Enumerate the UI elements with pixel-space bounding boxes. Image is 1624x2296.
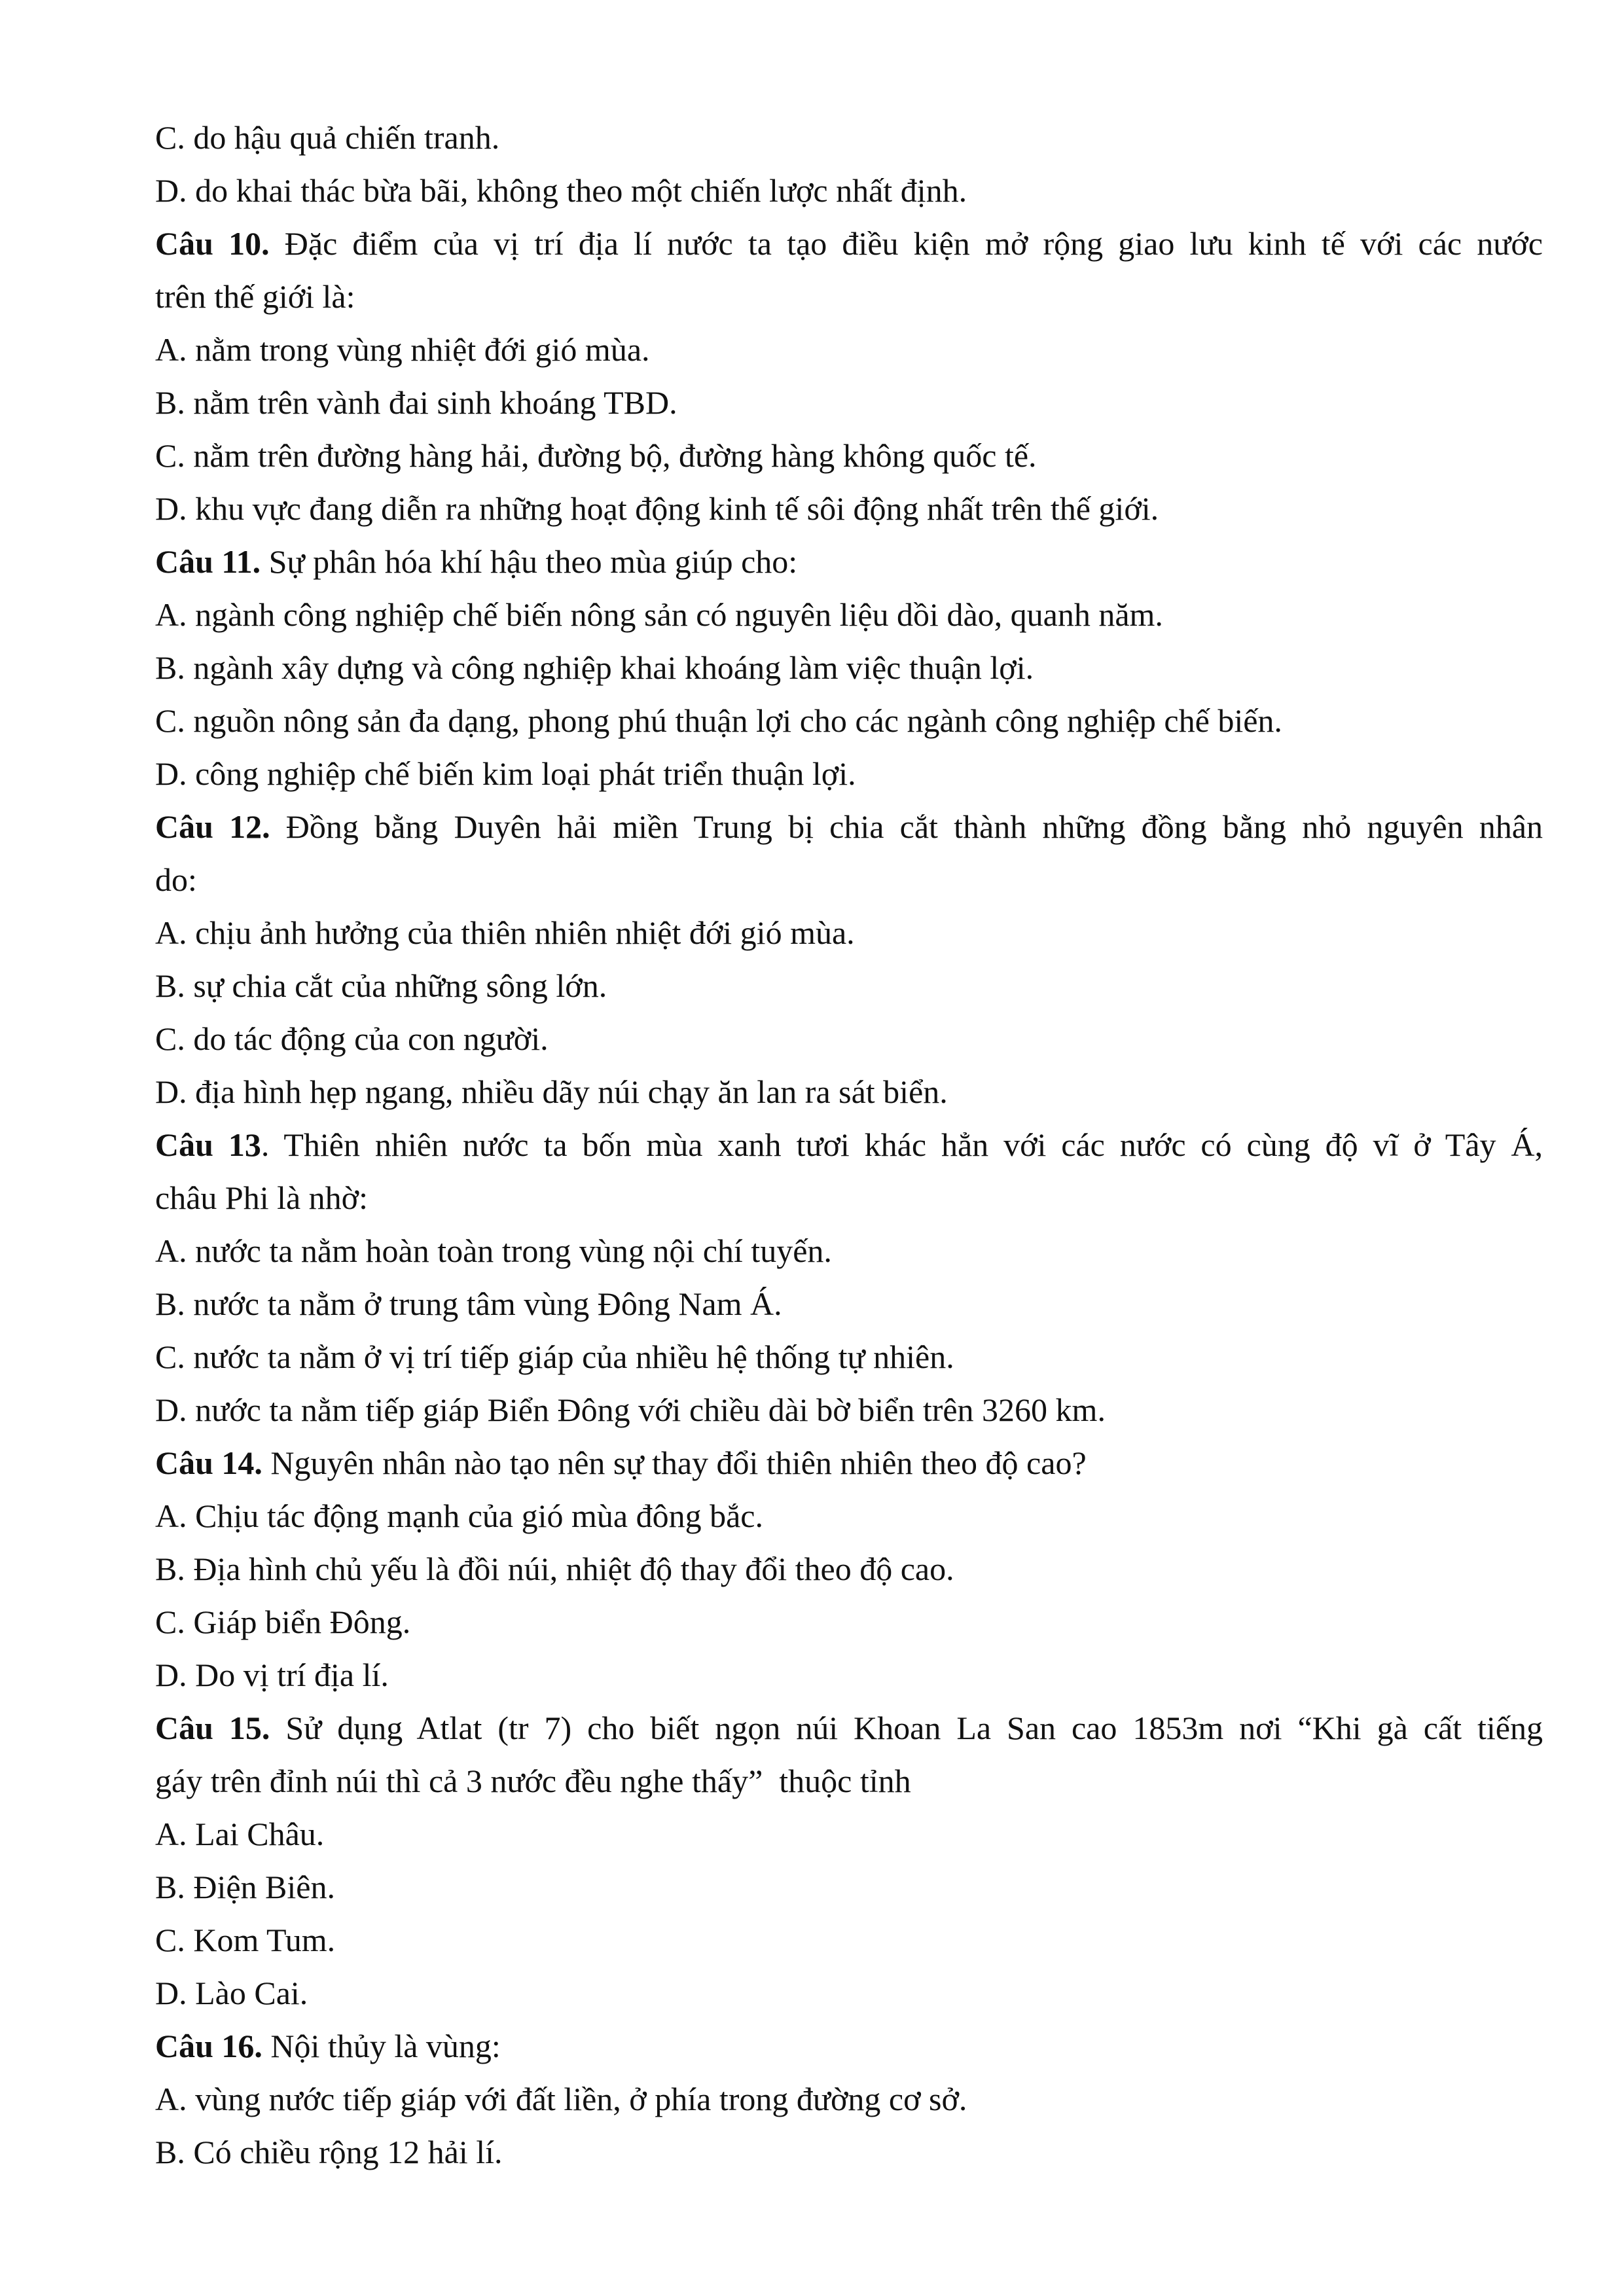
q12-stem-line2: do: xyxy=(155,861,197,898)
q12-label: Câu 12. xyxy=(155,808,270,845)
q12-option-b: B. sự chia cắt của những sông lớn. xyxy=(155,967,607,1004)
q15-option-d: D. Lào Cai. xyxy=(155,1975,308,2011)
q10-stem-line2: trên thế giới là: xyxy=(155,278,355,315)
q11-option-d: D. công nghiệp chế biến kim loại phát triển thuận lợi. xyxy=(155,755,856,792)
q16-stem-text: Nội thủy là vùng: xyxy=(262,2028,501,2064)
q13-label: Câu 13 xyxy=(155,1126,261,1163)
q16-stem-line1 xyxy=(155,2020,1543,2073)
q15-stem-text: Sử dụng Atlat (tr 7) cho biết ngọn núi Khoan La San cao 1853m nơi “Khi gà cất tiếng xyxy=(270,1710,1543,1746)
q15-stem-line1 xyxy=(155,1702,1543,1755)
q14-option-d: D. Do vị trí địa lí. xyxy=(155,1657,389,1693)
q10-option-a: A. nằm trong vùng nhiệt đới gió mùa. xyxy=(155,331,650,368)
q15-option-a: A. Lai Châu. xyxy=(155,1816,325,1852)
q16-option-b: B. Có chiều rộng 12 hải lí. xyxy=(155,2134,503,2170)
q14-option-c: C. Giáp biển Đông. xyxy=(155,1604,411,1640)
q14-label: Câu 14. xyxy=(155,1444,262,1481)
q10-label: Câu 10. xyxy=(155,225,270,262)
q14-option-a: A. Chịu tác động mạnh của gió mùa đông bắc. xyxy=(155,1498,763,1534)
q10-stem-line1 xyxy=(155,217,1543,270)
q14-option-b: B. Địa hình chủ yếu là đồi núi, nhiệt độ thay đổi theo độ cao. xyxy=(155,1551,954,1587)
q11-label: Câu 11. xyxy=(155,543,261,580)
q10-stem-text: Đặc điểm của vị trí địa lí nước ta tạo điều kiện mở rộng giao lưu kinh tế với các nước xyxy=(269,225,1543,262)
document-page xyxy=(155,111,1543,2179)
q13-option-b: B. nước ta nằm ở trung tâm vùng Đông Nam Á. xyxy=(155,1285,782,1322)
q13-option-d: D. nước ta nằm tiếp giáp Biển Đông với chiều dài bờ biển trên 3260 km. xyxy=(155,1391,1106,1428)
q10-option-c: C. nằm trên đường hàng hải, đường bộ, đường hàng không quốc tế. xyxy=(155,437,1037,474)
q11-stem-text: Sự phân hóa khí hậu theo mùa giúp cho: xyxy=(261,543,798,580)
q12-stem-text: Đồng bằng Duyên hải miền Trung bị chia cắt thành những đồng bằng nhỏ nguyên nhân xyxy=(270,808,1543,845)
q11-option-a: A. ngành công nghiệp chế biến nông sản có nguyên liệu dồi dào, quanh năm. xyxy=(155,596,1163,633)
q16-label: Câu 16. xyxy=(155,2028,262,2064)
q14-stem-text: Nguyên nhân nào tạo nên sự thay đổi thiên nhiên theo độ cao? xyxy=(262,1444,1087,1481)
q13-stem-text: . Thiên nhiên nước ta bốn mùa xanh tươi khác hẳn với các nước có cùng độ vĩ ở Tây Á, xyxy=(261,1126,1543,1163)
q15-stem-line2: gáy trên đỉnh núi thì cả 3 nước đều nghe thấy” thuộc tỉnh xyxy=(155,1763,911,1799)
q11-option-b: B. ngành xây dựng và công nghiệp khai khoáng làm việc thuận lợi. xyxy=(155,649,1034,686)
q9-option-c: C. do hậu quả chiến tranh. xyxy=(155,119,500,156)
q9-option-d: D. do khai thác bừa bãi, không theo một chiến lược nhất định. xyxy=(155,172,967,209)
q14-stem-line1 xyxy=(155,1437,1543,1490)
q12-option-a: A. chịu ảnh hưởng của thiên nhiên nhiệt đới gió mùa. xyxy=(155,914,855,951)
q10-option-d: D. khu vực đang diễn ra những hoạt động kinh tế sôi động nhất trên thế giới. xyxy=(155,490,1159,527)
q16-option-a: A. vùng nước tiếp giáp với đất liền, ở phía trong đường cơ sở. xyxy=(155,2081,967,2117)
q12-stem-line1 xyxy=(155,800,1543,853)
q15-option-b: B. Điện Biên. xyxy=(155,1869,335,1905)
q13-stem-line2: châu Phi là nhờ: xyxy=(155,1179,368,1216)
q10-option-b: B. nằm trên vành đai sinh khoáng TBD. xyxy=(155,384,677,421)
q12-option-c: C. do tác động của con người. xyxy=(155,1020,549,1057)
q13-option-a: A. nước ta nằm hoàn toàn trong vùng nội chí tuyến. xyxy=(155,1232,832,1269)
q11-stem-line1 xyxy=(155,535,1543,588)
q15-option-c: C. Kom Tum. xyxy=(155,1922,336,1958)
q15-label: Câu 15. xyxy=(155,1710,270,1746)
q11-option-c: C. nguồn nông sản đa dạng, phong phú thuận lợi cho các ngành công nghiệp chế biến. xyxy=(155,702,1282,739)
q13-option-c: C. nước ta nằm ở vị trí tiếp giáp của nhiều hệ thống tự nhiên. xyxy=(155,1338,954,1375)
q12-option-d: D. địa hình hẹp ngang, nhiều dãy núi chạy ăn lan ra sát biển. xyxy=(155,1073,948,1110)
q13-stem-line1 xyxy=(155,1119,1543,1172)
